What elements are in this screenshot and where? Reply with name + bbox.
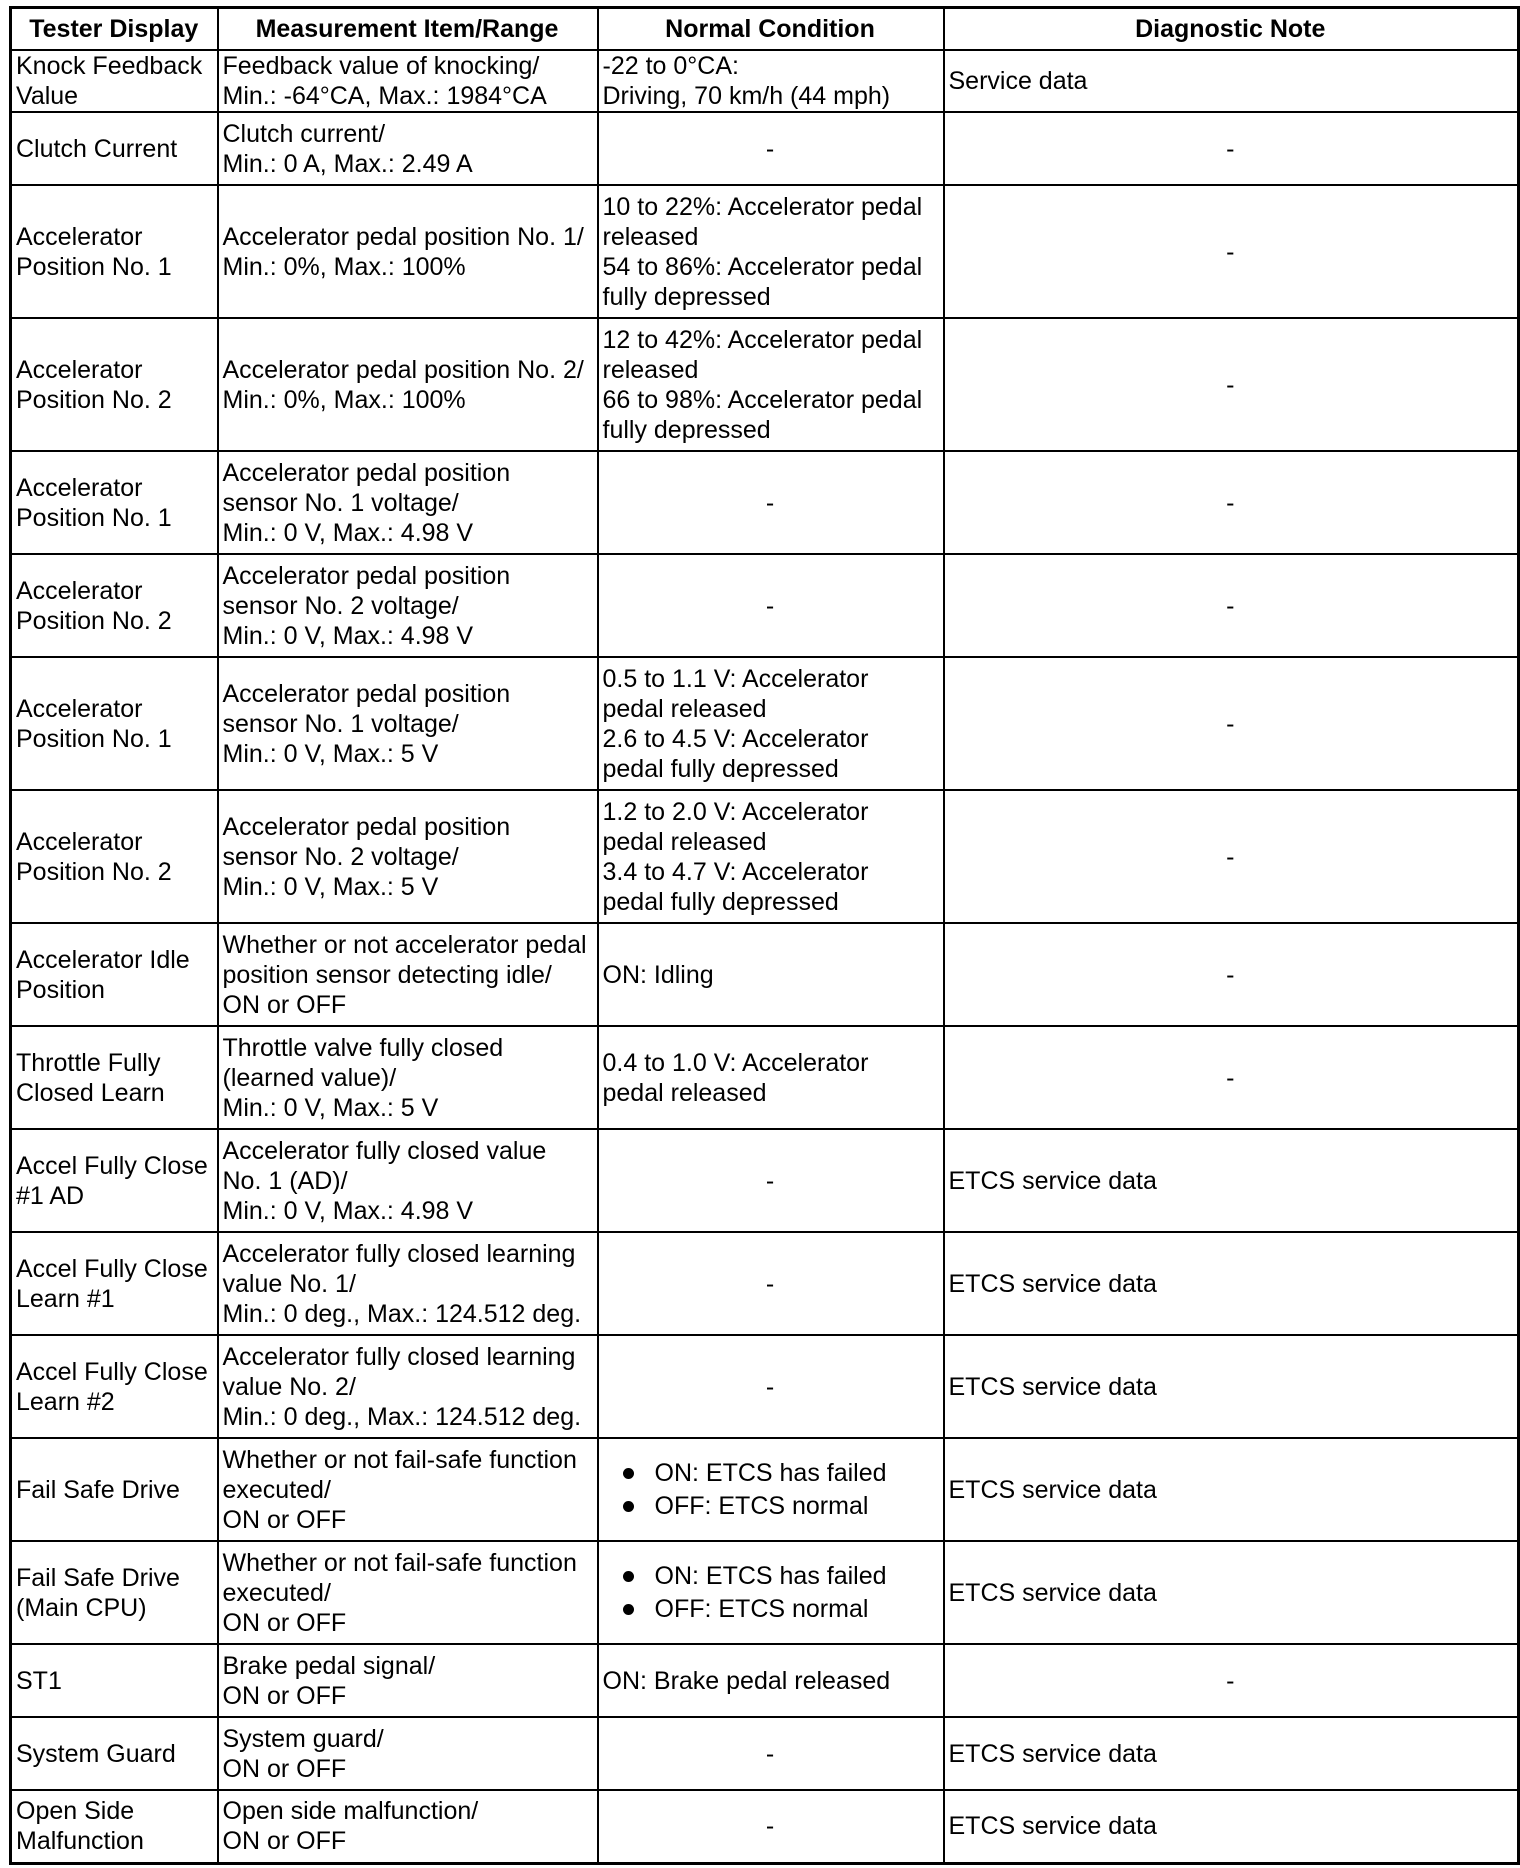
normal-condition-cell xyxy=(598,1232,944,1335)
diagnostic-note-cell: ETCS service data xyxy=(944,1790,1519,1863)
bullet-icon xyxy=(623,1604,634,1615)
normal-condition-cell xyxy=(598,318,944,451)
cell-line: Position No. 2 xyxy=(16,606,172,635)
cell-line: Malfunction xyxy=(16,1827,144,1856)
cell-line: 3.4 to 4.7 V: Accelerator xyxy=(602,857,869,886)
cell-line: Accelerator pedal position xyxy=(222,561,511,590)
normal-condition-cell xyxy=(598,50,944,112)
header-normal-condition: Normal Condition xyxy=(598,8,944,51)
cell-line: Accel Fully Close xyxy=(16,1151,208,1180)
cell-line: Whether or not accelerator pedal xyxy=(222,930,587,959)
cell-line: Accelerator Idle xyxy=(16,945,190,974)
cell-line: Accelerator fully closed learning xyxy=(222,1239,576,1268)
diagnostic-note-cell: - xyxy=(944,185,1519,318)
bullet-icon xyxy=(623,1501,634,1512)
normal-condition-cell xyxy=(598,554,944,657)
tester-display-cell xyxy=(11,1026,218,1129)
cell-line: - xyxy=(765,1812,775,1841)
bullet-text: OFF: ETCS normal xyxy=(654,1594,869,1623)
cell-line: Brake pedal signal/ xyxy=(222,1651,436,1680)
tester-display-cell xyxy=(11,1129,218,1232)
tester-display-cell xyxy=(11,112,218,185)
cell-line: Accelerator fully closed learning xyxy=(222,1342,576,1371)
table-row xyxy=(11,1232,1519,1335)
cell-line: Accelerator pedal position xyxy=(222,679,511,708)
measurement-cell xyxy=(218,1026,598,1129)
diagnostic-note-cell: - xyxy=(944,554,1519,657)
normal-condition-cell xyxy=(598,1790,944,1863)
cell-line: Clutch current/ xyxy=(222,119,386,148)
measurement-cell xyxy=(218,185,598,318)
diagnostic-note-cell: - xyxy=(944,923,1519,1026)
cell-line: Accelerator pedal position xyxy=(222,812,511,841)
cell-line: Accelerator pedal position No. 1/ xyxy=(222,222,584,251)
cell-line: Min.: 0 V, Max.: 4.98 V xyxy=(222,518,474,547)
table-row xyxy=(11,1335,1519,1438)
measurement-cell xyxy=(218,790,598,923)
cell-line: Min.: 0%, Max.: 100% xyxy=(222,385,466,414)
cell-line: fully depressed xyxy=(602,282,771,311)
cell-line: ON or OFF xyxy=(222,1608,347,1637)
cell-line: 66 to 98%: Accelerator pedal xyxy=(602,385,923,414)
cell-line: (learned value)/ xyxy=(222,1063,397,1092)
bullet-icon xyxy=(623,1468,634,1479)
cell-line: -22 to 0°CA: xyxy=(602,52,739,80)
bullet-text: ON: ETCS has failed xyxy=(654,1561,887,1590)
cell-line: ON or OFF xyxy=(222,1505,347,1534)
normal-condition-cell xyxy=(598,1438,944,1541)
cell-line: Position No. 1 xyxy=(16,252,172,281)
cell-line: Closed Learn xyxy=(16,1078,165,1107)
diagnostic-note-cell: - xyxy=(944,1026,1519,1129)
cell-line: executed/ xyxy=(222,1578,331,1607)
cell-line: pedal released xyxy=(602,827,767,856)
cell-line: Accelerator pedal position xyxy=(222,458,511,487)
table-row xyxy=(11,318,1519,451)
cell-line: Open side malfunction/ xyxy=(222,1797,479,1826)
cell-line: Knock Feedback xyxy=(16,52,203,80)
cell-line: released xyxy=(602,222,699,251)
diagnostic-note-cell: ETCS service data xyxy=(944,1335,1519,1438)
measurement-cell xyxy=(218,451,598,554)
data-table xyxy=(9,6,1520,1865)
tester-display-cell xyxy=(11,1717,218,1790)
tester-display-cell xyxy=(11,657,218,790)
diagnostic-note-cell: - xyxy=(944,318,1519,451)
cell-line: - xyxy=(765,1372,775,1401)
cell-line: Learn #2 xyxy=(16,1387,115,1416)
table-row xyxy=(11,1717,1519,1790)
cell-line: Accelerator xyxy=(16,355,143,384)
cell-line: Clutch Current xyxy=(16,134,178,163)
list-item xyxy=(623,1490,938,1523)
list-item xyxy=(623,1593,938,1626)
measurement-cell xyxy=(218,318,598,451)
cell-line: Min.: 0 V, Max.: 5 V xyxy=(222,1093,439,1122)
tester-display-cell xyxy=(11,1335,218,1438)
diagnostic-note-cell: - xyxy=(944,657,1519,790)
diagnostic-note-cell: - xyxy=(944,1644,1519,1717)
diagnostic-note-cell: - xyxy=(944,451,1519,554)
cell-line: Whether or not fail-safe function xyxy=(222,1445,577,1474)
table-row xyxy=(11,657,1519,790)
table-row xyxy=(11,790,1519,923)
table-row xyxy=(11,112,1519,185)
diagnostic-note-cell: ETCS service data xyxy=(944,1232,1519,1335)
tester-display-cell xyxy=(11,923,218,1026)
measurement-cell xyxy=(218,1129,598,1232)
cell-line: Value xyxy=(16,82,79,110)
cell-line: Fail Safe Drive xyxy=(16,1475,180,1504)
normal-condition-cell xyxy=(598,1026,944,1129)
table-row xyxy=(11,923,1519,1026)
table-row xyxy=(11,185,1519,318)
cell-line: ON or OFF xyxy=(222,1754,347,1783)
cell-line: Min.: 0 deg., Max.: 124.512 deg. xyxy=(222,1299,582,1328)
diagnostic-note-cell: - xyxy=(944,112,1519,185)
tester-display-cell xyxy=(11,1438,218,1541)
cell-line: fully depressed xyxy=(602,415,771,444)
measurement-cell xyxy=(218,1790,598,1863)
cell-line: position sensor detecting idle/ xyxy=(222,960,552,989)
cell-line: sensor No. 2 voltage/ xyxy=(222,591,459,620)
cell-line: ON: Idling xyxy=(602,960,714,989)
tester-display-cell xyxy=(11,50,218,112)
cell-line: value No. 2/ xyxy=(222,1372,356,1401)
table-row xyxy=(11,554,1519,657)
measurement-cell xyxy=(218,1541,598,1644)
cell-line: - xyxy=(765,1166,775,1195)
cell-line: Accelerator pedal position No. 2/ xyxy=(222,355,584,384)
normal-condition-cell xyxy=(598,1335,944,1438)
diagnostic-note-cell: ETCS service data xyxy=(944,1541,1519,1644)
normal-condition-cell xyxy=(598,1644,944,1717)
bullet-icon xyxy=(623,1571,634,1582)
cell-line: Accelerator xyxy=(16,222,143,251)
cell-line: Position xyxy=(16,975,105,1004)
cell-line: Min.: 0 V, Max.: 5 V xyxy=(222,872,439,901)
tester-display-cell xyxy=(11,1644,218,1717)
cell-line: released xyxy=(602,355,699,384)
normal-condition-cell xyxy=(598,657,944,790)
cell-line: Accel Fully Close xyxy=(16,1357,208,1386)
cell-line: Throttle Fully xyxy=(16,1048,161,1077)
tester-display-cell xyxy=(11,1541,218,1644)
measurement-cell xyxy=(218,1335,598,1438)
cell-line: - xyxy=(765,488,775,517)
cell-line: - xyxy=(765,134,775,163)
bullet-text: OFF: ETCS normal xyxy=(654,1491,869,1520)
cell-line: Accelerator xyxy=(16,473,143,502)
cell-line: Accelerator xyxy=(16,694,143,723)
cell-line: sensor No. 1 voltage/ xyxy=(222,709,459,738)
diagnostic-note-cell: Service data xyxy=(944,50,1519,112)
cell-line: executed/ xyxy=(222,1475,331,1504)
header-diagnostic-note: Diagnostic Note xyxy=(944,8,1519,51)
cell-line: Fail Safe Drive xyxy=(16,1563,180,1592)
diagnostic-note-cell: ETCS service data xyxy=(944,1129,1519,1232)
header-row xyxy=(11,8,1519,51)
cell-line: - xyxy=(765,1739,775,1768)
table-row xyxy=(11,1790,1519,1863)
cell-line: Min.: 0 A, Max.: 2.49 A xyxy=(222,149,473,178)
measurement-cell xyxy=(218,1717,598,1790)
cell-line: 1.2 to 2.0 V: Accelerator xyxy=(602,797,869,826)
cell-line: - xyxy=(765,1269,775,1298)
table-row xyxy=(11,451,1519,554)
tester-display-cell xyxy=(11,1790,218,1863)
table-row xyxy=(11,1129,1519,1232)
cell-line: Accelerator xyxy=(16,827,143,856)
tester-display-cell xyxy=(11,1232,218,1335)
header-tester-display: Tester Display xyxy=(11,8,218,51)
tester-display-cell xyxy=(11,451,218,554)
bullet-text: ON: ETCS has failed xyxy=(654,1458,887,1487)
cell-line: Accelerator fully closed value xyxy=(222,1136,547,1165)
cell-line: Position No. 1 xyxy=(16,724,172,753)
cell-line: (Main CPU) xyxy=(16,1593,147,1622)
bullet-list xyxy=(603,1560,938,1626)
cell-line: No. 1 (AD)/ xyxy=(222,1166,348,1195)
cell-line: Min.: -64°CA, Max.: 1984°CA xyxy=(222,82,547,110)
measurement-cell xyxy=(218,1644,598,1717)
normal-condition-cell xyxy=(598,1717,944,1790)
tester-display-cell xyxy=(11,790,218,923)
measurement-cell xyxy=(218,1232,598,1335)
cell-line: Min.: 0%, Max.: 100% xyxy=(222,252,466,281)
diagnostic-note-cell: ETCS service data xyxy=(944,1438,1519,1541)
cell-line: Position No. 2 xyxy=(16,857,172,886)
normal-condition-cell xyxy=(598,1541,944,1644)
cell-line: 0.4 to 1.0 V: Accelerator xyxy=(602,1048,869,1077)
cell-line: 2.6 to 4.5 V: Accelerator xyxy=(602,724,869,753)
cell-line: 54 to 86%: Accelerator pedal xyxy=(602,252,923,281)
normal-condition-cell xyxy=(598,451,944,554)
cell-line: Min.: 0 V, Max.: 4.98 V xyxy=(222,1196,474,1225)
cell-line: System guard/ xyxy=(222,1724,384,1753)
measurement-cell xyxy=(218,923,598,1026)
normal-condition-cell xyxy=(598,185,944,318)
header-measurement: Measurement Item/Range xyxy=(218,8,598,51)
cell-line: sensor No. 1 voltage/ xyxy=(222,488,459,517)
tester-display-cell xyxy=(11,185,218,318)
bullet-list xyxy=(603,1457,938,1523)
cell-line: Position No. 1 xyxy=(16,503,172,532)
cell-line: 12 to 42%: Accelerator pedal xyxy=(602,325,923,354)
measurement-cell xyxy=(218,112,598,185)
cell-line: Open Side xyxy=(16,1797,135,1826)
cell-line: sensor No. 2 voltage/ xyxy=(222,842,459,871)
cell-line: ON or OFF xyxy=(222,990,347,1019)
tester-display-cell xyxy=(11,318,218,451)
cell-line: ON or OFF xyxy=(222,1681,347,1710)
measurement-cell xyxy=(218,1438,598,1541)
normal-condition-cell xyxy=(598,1129,944,1232)
list-item xyxy=(623,1457,938,1490)
table-row xyxy=(11,1541,1519,1644)
table-row xyxy=(11,50,1519,112)
table-row xyxy=(11,1026,1519,1129)
cell-line: 10 to 22%: Accelerator pedal xyxy=(602,192,923,221)
measurement-cell xyxy=(218,554,598,657)
cell-line: Accel Fully Close xyxy=(16,1254,208,1283)
list-item xyxy=(623,1560,938,1593)
cell-line: System Guard xyxy=(16,1739,176,1768)
cell-line: ST1 xyxy=(16,1666,62,1695)
normal-condition-cell xyxy=(598,923,944,1026)
cell-line: Whether or not fail-safe function xyxy=(222,1548,577,1577)
cell-line: Position No. 2 xyxy=(16,385,172,414)
table-row xyxy=(11,1438,1519,1541)
cell-line: value No. 1/ xyxy=(222,1269,356,1298)
cell-line: Driving, 70 km/h (44 mph) xyxy=(602,82,891,110)
cell-line: ON or OFF xyxy=(222,1827,347,1856)
cell-line: Learn #1 xyxy=(16,1284,115,1313)
cell-line: ON: Brake pedal released xyxy=(602,1666,891,1695)
cell-line: Min.: 0 V, Max.: 4.98 V xyxy=(222,621,474,650)
cell-line: Min.: 0 deg., Max.: 124.512 deg. xyxy=(222,1402,582,1431)
table-row xyxy=(11,1644,1519,1717)
cell-line: pedal fully depressed xyxy=(602,887,839,916)
cell-line: #1 AD xyxy=(16,1181,85,1210)
cell-line: pedal released xyxy=(602,694,767,723)
cell-line: - xyxy=(765,591,775,620)
cell-line: 0.5 to 1.1 V: Accelerator xyxy=(602,664,869,693)
cell-line: pedal fully depressed xyxy=(602,754,839,783)
cell-line: Min.: 0 V, Max.: 5 V xyxy=(222,739,439,768)
measurement-cell xyxy=(218,50,598,112)
diagnostic-note-cell: ETCS service data xyxy=(944,1717,1519,1790)
diagnostic-note-cell: - xyxy=(944,790,1519,923)
normal-condition-cell xyxy=(598,112,944,185)
cell-line: Feedback value of knocking/ xyxy=(222,52,540,80)
normal-condition-cell xyxy=(598,790,944,923)
cell-line: Accelerator xyxy=(16,576,143,605)
cell-line: pedal released xyxy=(602,1078,767,1107)
cell-line: Throttle valve fully closed xyxy=(222,1033,504,1062)
measurement-cell xyxy=(218,657,598,790)
tester-display-cell xyxy=(11,554,218,657)
